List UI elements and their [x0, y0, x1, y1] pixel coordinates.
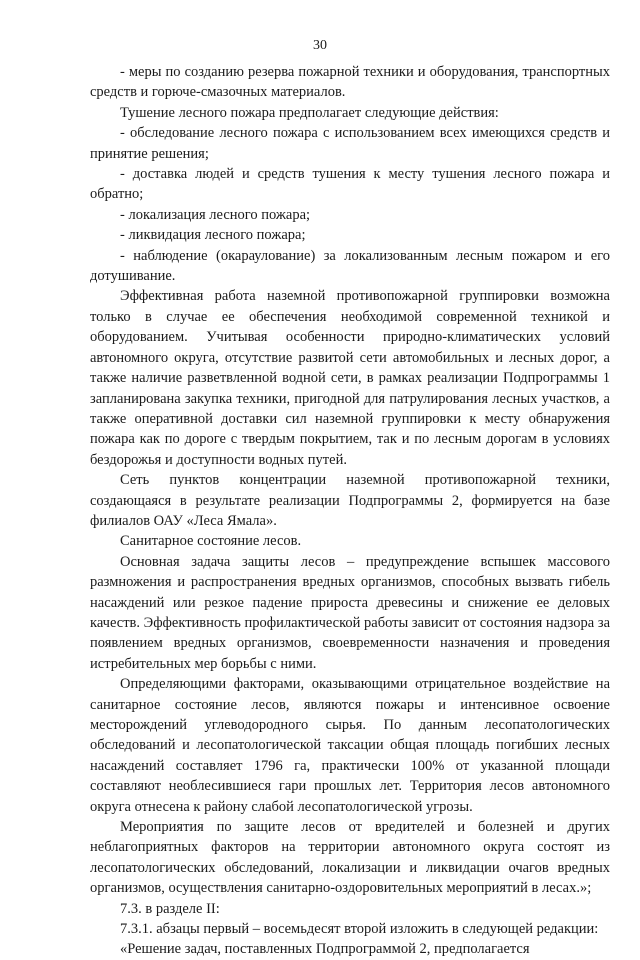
- paragraph-ground-group-equipment: Эффективная работа наземной противопожарной группировки возможна только в случае ее обеспечения необходимой современной техникой и оборудованием. Учитывая особенности природно-климатических условий автономного округа, отсутствие развитой сети автомобильных и лесных дорог, а также наличие разветвленной водной сети, в рамках реализации Подпрограммы 1 запланирована закупка техники, пригодной для патрулирования лесных участков, а также оперативной доставки сил наземной группировки к месту обнаружения пожара как по дороге с твердым покрытием, так и по лесным дорогам в условиях бездорожья и доступности водных путей.: [90, 288, 610, 468]
- list-item-liquidation: - ликвидация лесного пожара;: [120, 227, 306, 244]
- paragraph-forest-protection-task: Основная задача защиты лесов – предупреждение вспышек массового размножения и распространения вредных организмов, способных вызвать гибель насаждений или резкое падение прироста древесины и снижение ее деловых качеств. Эффективность профилактической работы зависит от состояния надзора за появлением вредных организмов, своевременности назначения и проведения истребительных мер борьбы с ними.: [90, 553, 611, 672]
- paragraph-protection-measures: Мероприятия по защите лесов от вредителей и болезней и других неблагоприятных факторов на территории автономного округа состоят из лесопатологических обследований, локализации и ликвидации очагов вредных организмов, осуществления санитарно-оздоровительных мероприятий в лесах.»;: [90, 819, 610, 897]
- paragraph-firefighting-actions-intro: Тушение лесного пожара предполагает следующие действия:: [120, 104, 499, 121]
- list-item-delivery: - доставка людей и средств тушения к месту тушения лесного пожара и обратно;: [90, 166, 610, 203]
- list-item-fire-survey: - обследование лесного пожара с использованием всех имеющихся средств и принятие решения;: [90, 125, 610, 162]
- paragraph-section-7-3-1: 7.3.1. абзацы первый – восемьдесят второй изложить в следующей редакции:: [120, 921, 599, 938]
- document-body: [90, 62, 610, 960]
- list-item-localization: - локализация лесного пожара;: [120, 206, 311, 223]
- paragraph-section-7-3: 7.3. в разделе II:: [120, 900, 220, 917]
- paragraph-determining-factors: Определяющими факторами, оказывающими отрицательное воздействие на санитарное состояние лесов, являются пожары и интенсивное освоение месторождений углеводородного сырья. По данным лесопатологических обследований и лесопатологической таксации общая площадь погибших лесных насаждений составляет 1796 га, практически 100% от указанной площади составляют необлесившиеся гари прошлых лет. Территория лесов автономного округа отнесена к району слабой лесопатологической угрозы.: [90, 676, 610, 815]
- list-item-monitoring: - наблюдение (окараулование) за локализованным лесным пожаром и его дотушивание.: [90, 247, 610, 285]
- paragraph-concentration-points: Сеть пунктов концентрации наземной противопожарной техники, создающаяся в результате реализации Подпрограммы 2, формируется на базе филиалов ОАУ «Леса Ямала».: [90, 472, 610, 529]
- paragraph-sanitary-heading: Санитарное состояние лесов.: [120, 533, 302, 550]
- paragraph-fire-reserve-measures: - меры по созданию резерва пожарной техники и оборудования, транспортных средств и горюче-смазочных материалов.: [90, 64, 610, 101]
- page-number: 30: [313, 38, 327, 53]
- paragraph-decision-tasks: «Решение задач, поставленных Подпрограммой 2, предполагается: [120, 941, 530, 958]
